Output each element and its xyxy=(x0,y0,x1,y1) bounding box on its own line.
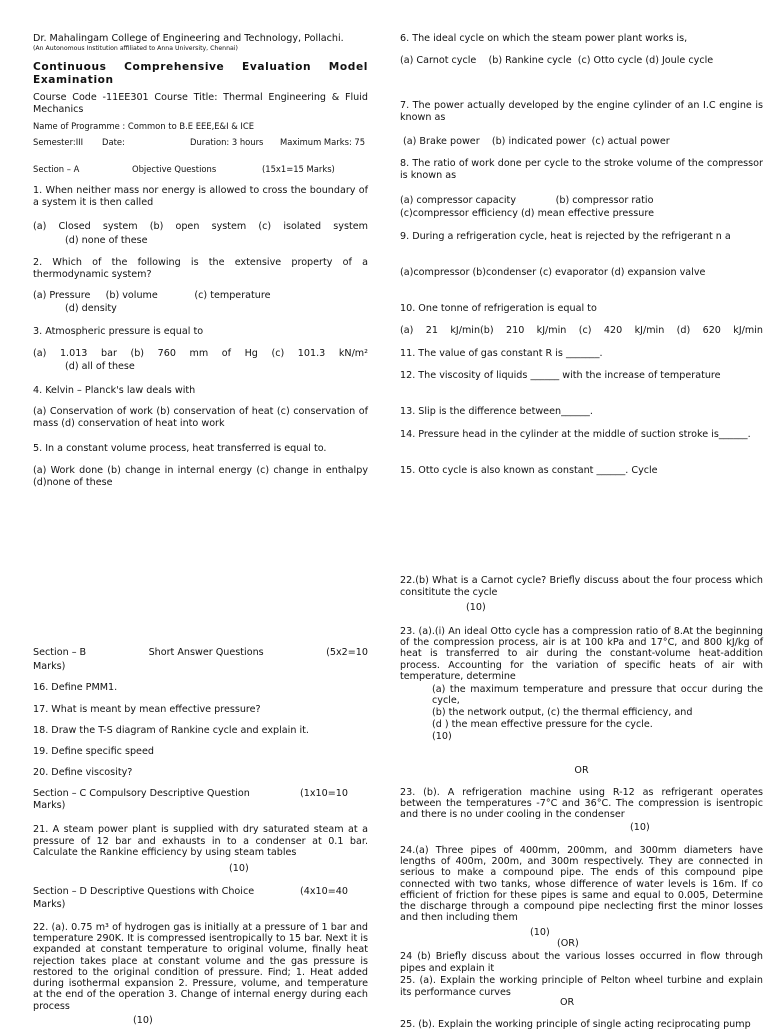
section-d-marks: (4x10=40 xyxy=(300,886,348,897)
section-b-type: Short Answer Questions xyxy=(148,647,264,658)
section-c-marks: (1x10=10 xyxy=(300,788,348,799)
section-a-marks: (15x1=15 Marks) xyxy=(262,164,335,174)
course-details: Course Code -11EE301 Course Title: Thermal Engineering & Fluid Mechanics xyxy=(33,92,368,115)
exam-title-line-1: Continuous Comprehensive Evaluation Model xyxy=(33,61,368,73)
question-17: 17. What is meant by mean effective pressure? xyxy=(33,704,261,715)
question-20: 20. Define viscosity? xyxy=(33,767,133,778)
question-7: 7. The power actually developed by the engine cylinder of an I.C engine is known as xyxy=(400,100,763,123)
section-c-label: Section – C Compulsory Descriptive Question xyxy=(33,788,250,799)
or-divider-2: (OR) xyxy=(557,938,579,949)
question-23b: 23. (b). A refrigeration machine using R-12 as refrigerant operates between the temperatures -7°C and 36°C. The compression is isentropic and there is no under cooling in the condenser xyxy=(400,787,763,821)
question-23a: 23. (a).(i) An ideal Otto cycle has a compression ratio of 8.At the beginning of the compression process, air is at 100 kPa and 17°C, and 800 kJ/kg of heat is transferred to air during the constant-volume heat-addition process. Accounting for the variation of specific heats of air with temperature, determine xyxy=(400,626,763,682)
question-4-options: (a) Conservation of work (b) conservation of heat (c) conservation of mass (d) conservation of heat into work xyxy=(33,406,368,429)
question-2: 2. Which of the following is the extensive property of a thermodynamic system? xyxy=(33,257,368,280)
question-24a-marks: (10) xyxy=(530,927,550,938)
question-8-options: (a) compressor capacity (b) compressor ratio xyxy=(400,195,654,206)
question-14: 14. Pressure head in the cylinder at the middle of suction stroke is______. xyxy=(400,429,751,440)
question-11: 11. The value of gas constant R is _______. xyxy=(400,348,603,359)
question-1-options: (a) Closed system (b) open system (c) isolated system xyxy=(33,221,368,232)
section-b-marks-cont: Marks) xyxy=(33,661,66,672)
question-5: 5. In a constant volume process, heat transferred is equal to. xyxy=(33,443,327,454)
or-divider-1: OR xyxy=(574,765,589,776)
or-divider-3: OR xyxy=(560,997,575,1008)
section-a-header xyxy=(33,164,368,174)
section-d-header xyxy=(33,886,368,898)
question-6-options: (a) Carnot cycle (b) Rankine cycle (c) Otto cycle (d) Joule cycle xyxy=(400,55,714,66)
max-marks: Maximum Marks: 75 xyxy=(280,137,366,147)
question-2-options: (a) Pressure (b) volume (c) temperature xyxy=(33,290,271,301)
question-5-options: (a) Work done (b) change in internal energy (c) change in enthalpy (d)none of these xyxy=(33,465,368,488)
question-23a-part-d: (d ) the mean effective pressure for the cycle. xyxy=(432,719,653,730)
question-10: 10. One tonne of refrigeration is equal to xyxy=(400,303,597,314)
question-21-marks: (10) xyxy=(229,863,249,874)
question-15: 15. Otto cycle is also known as constant ______. Cycle xyxy=(400,465,658,476)
semester: Semester:III xyxy=(33,137,84,147)
question-23a-part-b: (b) the network output, (c) the thermal efficiency, and xyxy=(432,707,693,718)
section-a-type: Objective Questions xyxy=(132,164,217,174)
section-c-header xyxy=(33,788,368,800)
section-d-marks-cont: Marks) xyxy=(33,899,66,910)
question-8-options-2: (c)compressor efficiency (d) mean effective pressure xyxy=(400,208,655,219)
question-25a: 25. (a). Explain the working principle of Pelton wheel turbine and explain its performance curves xyxy=(400,975,763,998)
question-24b: 24 (b) Briefly discuss about the various losses occurred in flow through pipes and explain it xyxy=(400,951,763,974)
question-23a-marks: (10) xyxy=(432,731,452,742)
programme-name: Name of Programme : Common to B.E EEE,E&I & ICE xyxy=(33,121,255,131)
question-22b-marks: (10) xyxy=(466,602,486,613)
question-16: 16. Define PMM1. xyxy=(33,682,118,693)
section-b-header xyxy=(33,647,368,659)
question-3-options-2: (d) all of these xyxy=(65,361,135,372)
question-22a-marks: (10) xyxy=(133,1015,153,1026)
question-9-options: (a)compressor (b)condenser (c) evaporator (d) expansion valve xyxy=(400,267,706,278)
section-b-marks: (5x2=10 xyxy=(326,647,368,658)
question-4: 4. Kelvin – Planck's law deals with xyxy=(33,385,196,396)
exam-date: Date: xyxy=(102,137,125,147)
question-10-options: (a) 21 kJ/min(b) 210 kJ/min (c) 420 kJ/min (d) 620 kJ/min xyxy=(400,325,763,336)
question-3-options: (a) 1.013 bar (b) 760 mm of Hg (c) 101.3 kN/m² xyxy=(33,348,368,359)
section-b-label: Section – B xyxy=(33,647,87,658)
question-2-options-2: (d) density xyxy=(65,303,117,314)
question-18: 18. Draw the T-S diagram of Rankine cycle and explain it. xyxy=(33,725,309,736)
question-9: 9. During a refrigeration cycle, heat is rejected by the refrigerant n a xyxy=(400,231,731,242)
question-23b-marks: (10) xyxy=(630,822,650,833)
question-8: 8. The ratio of work done per cycle to the stroke volume of the compressor is known as xyxy=(400,158,763,181)
question-6: 6. The ideal cycle on which the steam power plant works is, xyxy=(400,33,688,44)
duration: Duration: 3 hours xyxy=(190,137,264,147)
section-c-marks-cont: Marks) xyxy=(33,800,66,811)
question-24a: 24.(a) Three pipes of 400mm, 200mm, and 300mm diameters have lengths of 400m, 200m, and 300m respectively. They are connected in serious to make a compound pipe. The ends of this compound pipe connected with two tanks, whose difference of water levels is 16m. If co efficient of friction for these pipes is same and equal to 0.005, Determine the discharge through a compound pipe neclecting first the minor losses and then including them xyxy=(400,845,763,924)
college-name: Dr. Mahalingam College of Engineering and Technology, Pollachi. xyxy=(33,33,344,44)
question-13: 13. Slip is the difference between______. xyxy=(400,406,593,417)
question-22a: 22. (a). 0.75 m³ of hydrogen gas is initially at a pressure of 1 bar and temperature 290K. It is compressed isentropically to 15 bar. Next it is expanded at constant temperature to original volume, finally heat rejection takes place at constant volume and the gas pressure is restored to the original condition of pressure. Find; 1. Heat added during isothermal expansion 2. Pressure, volume, and temperature at the end of the operation 3. Change of internal energy during each process xyxy=(33,922,368,1012)
question-1-options-2: (d) none of these xyxy=(65,235,148,246)
college-affiliation: (An Autonomous Institution affiliated to Anna University, Chennai) xyxy=(33,45,238,52)
question-23a-part-a: (a) the maximum temperature and pressure that occur during the cycle, xyxy=(432,684,763,707)
question-1: 1. When neither mass nor energy is allowed to cross the boundary of a system it is then called xyxy=(33,185,368,208)
section-d-label: Section – D Descriptive Questions with Choice xyxy=(33,886,255,897)
question-12: 12. The viscosity of liquids ______ with the increase of temperature xyxy=(400,370,721,381)
exam-meta-row xyxy=(33,137,368,147)
question-7-options: (a) Brake power (b) indicated power (c) actual power xyxy=(403,136,670,147)
question-21: 21. A steam power plant is supplied with dry saturated steam at a pressure of 12 bar and exhausts in to a condenser at 0.1 bar. Calculate the Rankine efficiency by using steam tables xyxy=(33,824,368,858)
exam-title-line-2: Examination xyxy=(33,74,114,86)
question-22b: 22.(b) What is a Carnot cycle? Briefly discuss about the four process which consititute the cycle xyxy=(400,575,763,598)
section-a-label: Section – A xyxy=(33,164,80,174)
question-25b: 25. (b). Explain the working principle of single acting reciprocating pump xyxy=(400,1019,751,1030)
question-19: 19. Define specific speed xyxy=(33,746,154,757)
question-3: 3. Atmospheric pressure is equal to xyxy=(33,326,204,337)
